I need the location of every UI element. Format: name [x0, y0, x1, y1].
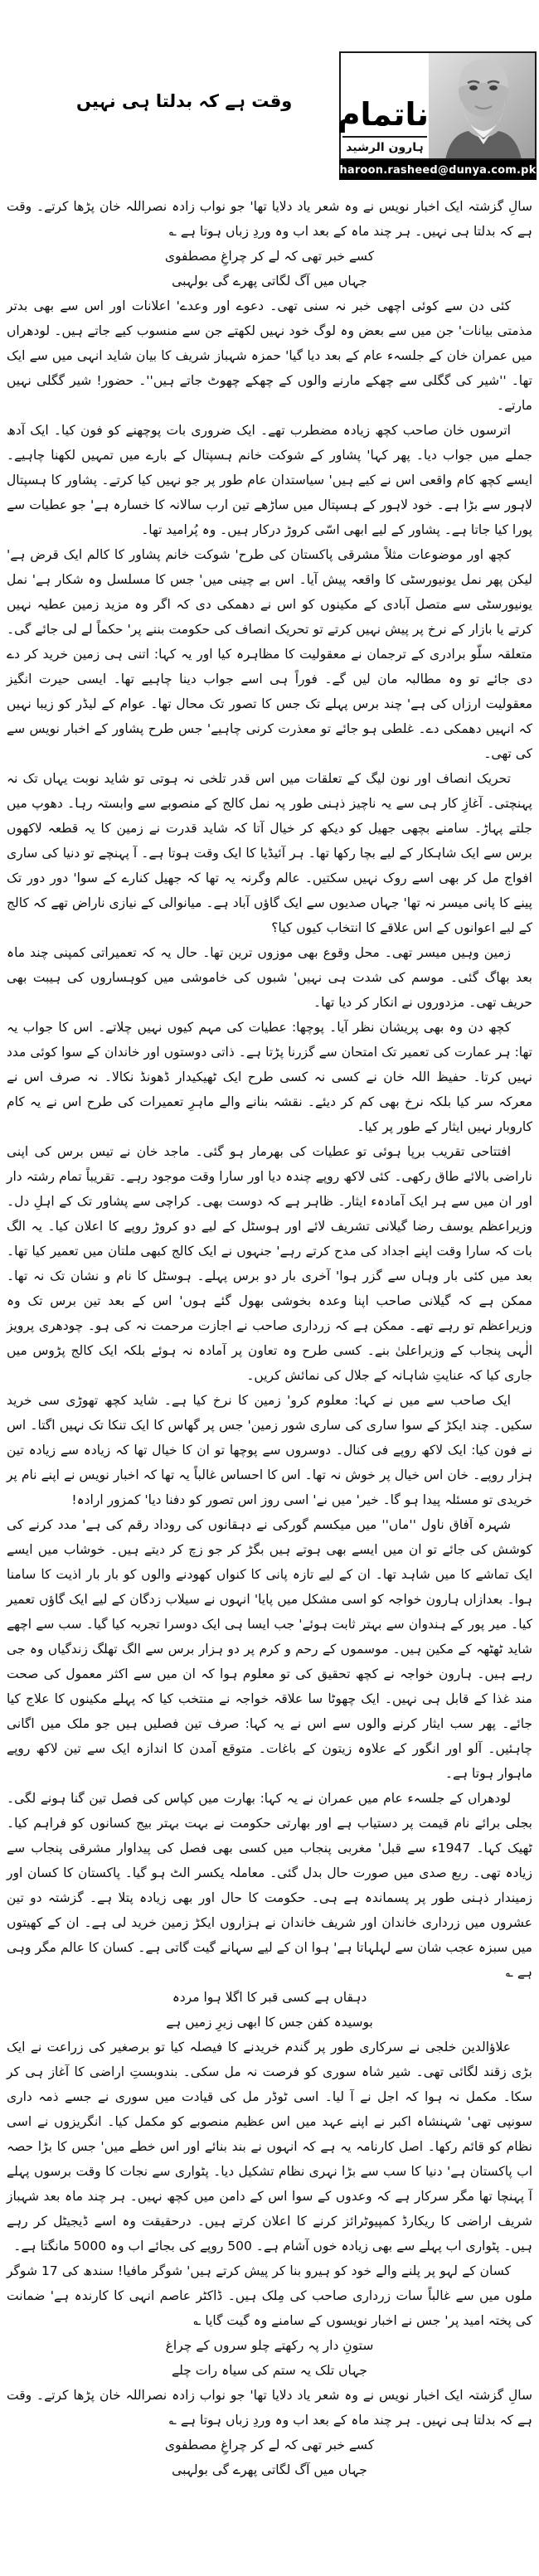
verse-line: کسے خبر تھی کہ لے کر چراغِ مصطفوی [164, 2438, 375, 2452]
verse-line: کسے خبر تھی کہ لے کر چراغِ مصطفوی [164, 249, 375, 264]
verse-line: دہقاں ہے کسی قبر کا اگلا ہوا مردہ [172, 1990, 367, 2005]
author-email-bar: haroon.rasheed@dunya.com.pk [339, 160, 537, 180]
author-photo [429, 53, 535, 158]
verse-line: جہاں میں آگ لگاتی پھرے گی بولہبی [172, 274, 367, 289]
article-paragraph: لودھراں کے جلسہء عام میں عمران نے یہ کہا: بھارت میں کپاس کی فصل تین گنا ہونے لگی۔ بجلی برائے نام قیمت پر دستیاب ہے اور بھارتی حکومت نے بہت بہتر بیج کسانوں کو فراہم کیا۔ ٹھیک کہا۔ 1947ء سے قبل' مغربی پنجاب میں کسی بھی فصل کی پیداوار مشرقی پنجاب سے زیادہ تھی۔ ربع صدی میں صورت حال بدل گئی۔ معاملہ یکسر الٹ ہو گیا۔ پاکستان کا کسان اور زمیندار ذہنی طور پر پسماندہ ہے ہی۔ حکومت کا حال اور بھی زیادہ پتلا ہے۔ گزشتہ دو تین عشروں میں زرداری خاندان اور شریف خاندان نے ہزاروں ایکڑ زمین خرید لی ہے۔ ان کے کھیتوں میں سبزہ عجب شان سے لہلہاتا ہے' ہوا ان کے لیے سہانے گیت گاتی ہے۔ کسان کا عالم مگر وہی ہے ؎ [7, 1791, 532, 1980]
article-paragraph: کچھ دن وہ بھی پریشان نظر آیا۔ پوچھا: عطیات کی مہم کیوں نہیں چلاتے۔ اس کا جواب یہ تھا: ہر عمارت کی تعمیر تک امتحان سے گزرنا پڑتا ہے۔ ذاتی دوستوں اور خاندان کے سوا کوئی مدد نہیں کرتا۔ حفیظ اللہ خان نے کسی نہ کسی طرح ایک ٹھیکیدار ڈھونڈ نکالا۔ نہ صرف اس نے معرکہ سر کیا بلکہ نرخ بھی کم کر دیئے۔ نقشہ بنانے والے ماہرِ تعمیرات کی طرح اس نے یہ کام کاروبار نہیں ایثار کے طور پر کیا۔ [7, 1020, 532, 1134]
column-header [0, 0, 539, 191]
verse-block [7, 1985, 532, 2035]
verse-block [7, 244, 532, 293]
article-paragraph: سالِ گزشتہ ایک اخبار نویس نے وہ شعر یاد دلایا تھا' جو نواب زادہ نصراللہ خان پڑھا کرتے۔ وقت ہے کہ بدلتا ہی نہیں۔ ہر چند ماہ کے بعد اب وہ وردِ زباں ہوتا ہے ؎ [7, 199, 532, 239]
article-paragraph: سالِ گزشتہ ایک اخبار نویس نے وہ شعر یاد دلایا تھا' جو نواب زادہ نصراللہ خان پڑھا کرتے۔ وقت ہے کہ بدلتا ہی نہیں۔ ہر چند ماہ کے بعد اب وہ وردِ زباں ہوتا ہے ؎ [7, 2388, 532, 2428]
verse-block [7, 2433, 532, 2482]
verse-line: بوسیدہ کفن جس کا ابھی زیرِ زمیں ہے [166, 2015, 373, 2030]
verse-line: جہاں میں آگ لگاتی پھرے گی بولہبی [172, 2462, 367, 2477]
masthead-title: ناتمام [337, 96, 429, 133]
article-paragraph: افتتاحی تقریب برپا ہوئی تو عطیات کی بھرمار ہو گئی۔ ماجد خان نے تیس برس کی اپنی ناراضی بالائے طاق رکھی۔ کئی لاکھ روپے چندہ دیا اور سارا وقت موجود رہے۔ تقریباً تمام رشتہ دار اور ان میں سے ہر ایک آمادہء ایثار۔ ظاہر ہے کہ دوست بھی۔ کراچی سے پشاور تک کے اہلِ دل۔ وزیراعظم یوسف رضا گیلانی تشریف لائے اور ہوسٹل کے لیے دو کروڑ روپے کا اعلان کیا۔ یہ الگ بات کہ سارا وقت اپنے اجداد کی مدح کرتے رہے' جنہوں نے ایک کالج کبھی ملتان میں تعمیر کیا تھا۔ بعد میں کئی بار وہاں سے گزر ہوا' آخری بار دو برس پہلے۔ ہوسٹل کا نام و نشان تک نہ تھا۔ ممکن ہے کہ گیلانی صاحب اپنا وعدہ بخوشی بھول گئے ہوں' اس کے بعد تین برس تک وہ وزیراعظم تو رہے تھے۔ ممکن ہے کہ زرداری صاحب نے اجازت مرحمت نہ کی ہو۔ چودھری پرویز الٰہی پنجاب کے وزیراعلیٰ بنے۔ کسی طرح وہ تعاون پر آمادہ نہ ہوئے بلکہ ایک کالج پڑوس میں جاری کیا کہ عنایتِ شاہانہ کے جلال کی نمائش کریں۔ [7, 1144, 532, 1383]
article-paragraph: ایک صاحب سے میں نے کہا: معلوم کرو' زمین کا نرخ کیا ہے۔ شاید کچھ تھوڑی سی خرید سکیں۔ چند ایکڑ کے سوا ساری کی ساری شور زمین' جس پر گھاس کا ایک تنکا تک نہیں اگتا۔ اس نے فون کیا: ایک لاکھ روپے فی کنال۔ دوسروں سے پوچھا تو ان کا خیال تھا کہ زیادہ سے زیادہ تین ہزار روپے۔ خان اس خیال پر خوش نہ تھا۔ اس کا احساس غالباً یہ تھا کہ اخبار نویس نے اپنے نام پر خریدی تو مسئلہ پیدا ہو گا۔ خیر' میں نے' اسی روز اس تصور کو دفنا دیا' کمزور ارادہ! [7, 1393, 532, 1507]
article-paragraph: کسان کے لہو پر پلنے والے خود کو ہیرو بنا کر پیش کرتے ہیں' شوگر مافیا! سندھ کی 17 شوگر ملوں میں سے غالباً سات زرداری صاحب کی مِلک ہیں۔ ڈاکٹر عاصم انہی کا کارندہ ہے' ضمانت کی پختہ امید پر' جس نے اخبار نویسوں کے سامنے وہ گیت گایا ؎ [7, 2263, 532, 2328]
masthead-box [339, 51, 537, 160]
verse-line: جہاں تلک یہ ستم کی سیاہ رات چلے [172, 2363, 367, 2378]
article-paragraph: کئی دن سے کوئی اچھی خبر نہ سنی تھی۔ دعوے اور وعدے' اعلانات اور اس سے بھی بدتر مذمتی بیانات' جن میں سے بعض وہ لوگ خود نہیں لکھتے جن سے منسوب کیے جاتے ہیں۔ لودھراں میں عمران خان کے جلسہء عام کے بعد دیا گیا' حمزہ شہباز شریف کا بیان شاید انہی میں سے ایک تھا۔ ''شیر کی گگلی سے چھکے مارنے والوں کے چھکے چھوٹ جاتے ہیں''۔ حضور! شیر گگلی نہیں مارتے۔ [7, 298, 532, 413]
article-paragraph: تحریک انصاف اور نون لیگ کے تعلقات میں اس قدر تلخی نہ ہوتی تو شاید نوبت یہاں تک نہ پہنچتی۔ آغازِ کار ہی سے یہ ناچیز ذہنی طور پہ نمل کالج کے منصوبے سے وابستہ رہا۔ دھوپ میں جلتے پہاڑ۔ سامنے بچھی جھیل کو دیکھ کر خیال آتا کہ شاید قدرت نے زمین کا یہ قطعہ لاکھوں برس سے ایک شاہکار کے لیے بچا رکھا تھا۔ ہر آئیڈیا کا ایک وقت ہوتا ہے۔ آ پہنچے تو دنیا کی ساری افواج مل کر بھی اسے روک نہیں سکتیں۔ عالم وگرنہ یہ تھا کہ جھیل کنارے کے سوا' دور دور تک پینے کا پانی میسر نہ تھا' جہاں صدیوں سے ایک گاؤں آباد ہے۔ میانوالی کے نیازی ناراض تھے کہ کالج کے لیے اعوانوں کے اس علاقے کا انتخاب کیوں کیا؟ [7, 771, 532, 935]
article-paragraph: شہرہ آفاق ناول ''ماں'' میں میکسم گورکی نے دہقانوں کی روداد رقم کی ہے' مدد کرنے کی کوشش کی جائے تو ان میں ایسے بھی ہوتے ہیں بگڑ کر جو زچ کر دیتے ہیں۔ خوشاب میں ایسے ایک تماشے کا میں شاہد تھا۔ ان کے لیے تازہ پانی کا کنواں کھودنے والوں کو بار بار اذیت کا سامنا ہوا۔ بعدازاں ہارون خواجہ کو اسی مشکل میں پایا' انہوں نے سیلاب زدگان کے لیے ایک گاؤں تعمیر کیا۔ میر پور کے ہندوان سے بہتر ثابت ہوئے' جب ایسا ہی ایک دوسرا تجربہ کیا گیا۔ سب سے اچھے شاید ٹھٹھہ کے مکین ہیں۔ موسموں کے رحم و کرم پر دو ہزار برس سے الگ تھلگ زندگیاں وہ جی رہے ہیں۔ ہارون خواجہ نے کچھ تحقیق کی تو معلوم ہوا کہ ان میں سے اکثر معمول کی صحت مند غذا کے قابل ہی نہیں۔ ایک چھوٹا سا علاقہ خواجہ نے منتخب کیا کہ پہلے مکینوں کا علاج کیا جائے۔ پھر سب ایثار کرنے والوں سے اس نے یہ کہا: صرف تین فصلیں ہیں جو ملک میں اگانی چاہئیں۔ آلو اور انگور کے علاوہ زیتون کے باغات۔ متوقع آمدن کا اندازہ ایک سے تین لاکھ روپے ماہوار ہوتا ہے۔ [7, 1517, 532, 1781]
masthead-text-area [337, 53, 429, 158]
article-paragraph: علاؤالدین خلجی نے سرکاری طور پر گندم خریدنے کا فیصلہ کیا تو برصغیر کی زراعت نے ایک بڑی زقند لگائی تھی۔ شیر شاہ سوری کو فرصت نہ مل سکی۔ بندوبستِ اراضی کا آغاز ہی کر سکا۔ مکمل نہ ہوا کہ اجل نے آ لیا۔ اسی ٹوڈر مل کی قیادت میں سوری نے جسے ذمہ داری سونپی تھی' شہنشاہ اکبر نے اپنے عہد میں اس عظیم منصوبے کو مکمل کیا۔ انگریزوں نے اسی نظام کو قائم رکھا۔ اصل کارنامہ یہ ہے کہ انہوں نے بند بنائے اور اس خطے میں' جس کا بڑا حصہ اب پاکستان ہے' دنیا کا سب سے بڑا نہری نظام تشکیل دیا۔ پٹواری سے نجات کا وقت برسوں پہلے آ پہنچا تھا مگر سرکار ہے کہ وعدوں کے سوا اس کے دامن میں کچھ نہیں۔ ہر چند ماہ بعد شہباز شریف اراضی کا ریکارڈ کمپیوٹرائز کرنے کا اعلان کرتے ہیں۔ درحقیقت وہ اسے ڈیجیٹل کر رہے ہیں۔ پٹواری اب پہلے سے بھی زیادہ خوں آشام ہے۔ 500 روپے کی بجائے اب وہ 5000 مانگتا ہے۔ [7, 2040, 532, 2253]
article-paragraph: کچھ اور موضوعات مثلاً مشرقی پاکستان کی طرح' شوکت خانم پشاور کا کالم ایک قرض ہے' لیکن پھر نمل یونیورسٹی کا واقعہ پیش آیا۔ اس بے چینی میں' جس کا مسلسل وہ شکار ہے' نمل یونیورسٹی سے متصل آبادی کے مکینوں کو اس نے دھمکی دی کہ اگر وہ مزید زمین عطیہ نہیں کرتے یا بازار کے نرخ پر پیش نہیں کرتے تو تحریک انصاف کی حکومت بننے پر' حکماً لے لی جائے گی۔ متعلقہ سلّو برادری کے ترجمان نے معقولیت کا مظاہرہ کیا اور یہ کہا: اتنی ہی زمین خرید کر دے دی جائے تو وہ مطالبہ مان لیں گے۔ فوراً ہی اسے جواب دینا چاہیے تھا۔ ایسی حیرت انگیز معقولیت ارزاں کی ہے' چند برس پہلے تک جس کا تصور تک محال تھا۔ عوام کے لیڈر کو زیبا نہیں کہ انہیں دھمکی دے۔ غلطی ہو جائے تو معذرت کرنی چاہیے' جس طرح پشاور کے اخبار نویس سے کی تھی۔ [7, 547, 532, 761]
article-body [0, 191, 539, 2482]
article-paragraph: اترسوں خان صاحب کچھ زیادہ مضطرب تھے۔ ایک ضروری بات پوچھنے کو فون کیا۔ ایک آدھ جملے میں جواب دیا۔ پھر کہا' پشاور کے شوکت خانم ہسپتال کے بارے میں تمہیں لکھنا چاہیے۔ ایسے کچھ کام واقعی اس نے کیے ہیں' سیاستدان عام طور پر جو نہیں کیا کرتے۔ پشاور کا ہسپتال لاہور سے بڑا ہے۔ خود لاہور کے ہسپتال میں ساڑھے تین ارب سالانہ کا خسارہ ہے' جو عطیات سے پورا کیا جاتا ہے۔ پشاور کے لیے ابھی اسّی کروڑ درکار ہیں۔ وہ پُرامید تھا۔ [7, 423, 532, 537]
verse-block [7, 2333, 532, 2383]
column-title: وقت ہے کہ بدلتا ہی نہیں [76, 91, 293, 111]
verse-line: ستونِ دار پہ رکھتے چلو سروں کے چراغ [165, 2338, 374, 2353]
article-paragraph: زمین وہیں میسر تھی۔ محل وقوع بھی موزوں ترین تھا۔ حال یہ کہ تعمیراتی کمپنی چند ماہ بعد بھاگ گئی۔ موسم کی شدت ہی نہیں' شبوں کی خاموشی میں کوہساروں کی ہیبت بھی حریف تھی۔ مزدوروں نے انکار کر دیا تھا۔ [7, 945, 532, 1010]
author-name: ہارون الرشید [346, 141, 424, 154]
author-portrait-icon [429, 53, 535, 158]
